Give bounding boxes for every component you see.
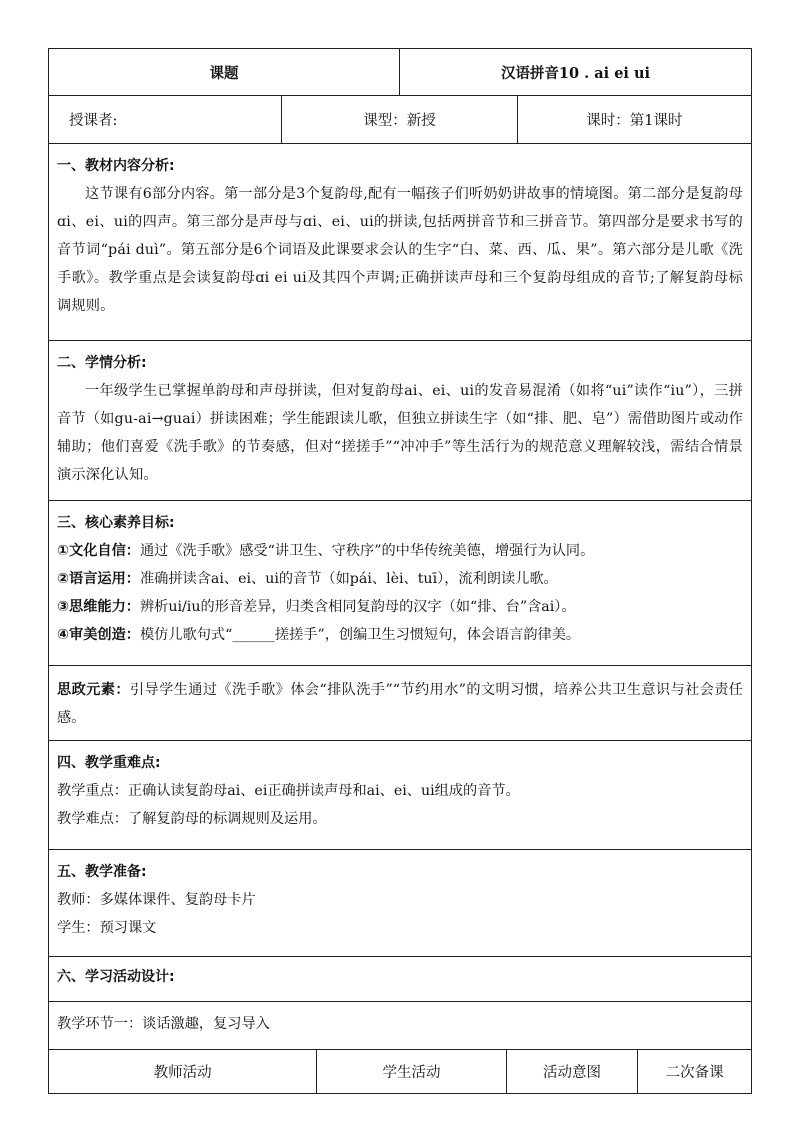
goal-text: 模仿儿歌句式“______搓搓手”，创编卫生习惯短句，体会语言韵律美。 [139,627,581,643]
step-text: 教学环节一：谈话激趣，复习导入 [57,1016,270,1032]
goal-item [57,593,743,621]
section-heading: 二、学情分析: [57,355,147,371]
activity-header-row [48,1050,752,1094]
goal-text: 通过《洗手歌》感受“讲卫生、守秩序”的中华传统美德，增强行为认同。 [139,543,595,559]
col-second-prep: 二次备课 [637,1050,751,1093]
goal-item [57,621,743,649]
section-heading: 六、学习活动设计: [57,969,175,985]
title-label: 课题 [209,64,239,82]
section-heading: 三、核心素养目标: [57,515,175,531]
title-value: 汉语拼音10 . ai ei ui [399,49,751,95]
teacher-field: 授课者: [69,113,118,129]
section-heading: 五、教学准备: [57,864,147,880]
lesson-plan-table [48,48,752,1094]
section-preparation [48,850,752,957]
goal-text: 辨析ui/iu的形音差异，归类含相同复韵母的汉字（如“排、台”含ai）。 [139,599,576,615]
section-activity-design [48,957,752,1002]
section-text: 一年级学生已掌握单韵母和声母拼读，但对复韵母ai、ei、ui的发音易混淆（如将“ui”读作“iu”），三拼音节（如gu-ai→guai）拼读困难；学生能跟读儿歌，但独立拼读生字（如“排、肥、皂”）需借助图片或动作辅助；他们喜爱《洗手歌》的节奏感，但对“搓搓手”“冲冲手”等生活行为的规范意义理解较浅，需结合情景演示深化认知。 [57,383,743,483]
section-heading: 四、教学重难点: [57,755,161,771]
section-core-goals [48,501,752,666]
title-row [48,48,752,96]
key-point: 教学重点：正确认读复韵母ai、ei正确拼读声母和ai、ei、ui组成的音节。 [57,783,520,799]
section-ideological [48,666,752,741]
goal-text: 准确拼读含ai、ei、ui的音节（如pái、lèi、tuī），流利朗读儿歌。 [139,571,558,587]
ideological-label: 思政元素： [57,682,130,698]
teaching-step-1 [48,1002,752,1050]
goal-label: ③思维能力： [57,599,140,615]
lesson-type-field: 课型：新授 [281,96,516,143]
goal-item [57,565,743,593]
info-row [48,96,752,144]
period-field: 课时：第1课时 [517,96,751,143]
goal-label: ②语言运用： [57,571,140,587]
col-teacher-activity: 教师活动 [153,1065,212,1081]
section-key-difficult [48,741,752,850]
difficult-point: 教学难点：了解复韵母的标调规则及运用。 [57,811,327,827]
col-student-activity: 学生活动 [316,1050,505,1093]
section-learner-analysis [48,341,752,501]
goal-label: ①文化自信： [57,543,140,559]
goal-label: ④审美创造： [57,627,140,643]
col-activity-intent: 活动意图 [506,1050,638,1093]
ideological-text: 思政元素：引导学生通过《洗手歌》体会“排队洗手”“节约用水”的文明习惯，培养公共卫生意识与社会责任感。 [57,682,743,726]
student-prep: 学生：预习课文 [57,920,157,936]
goal-item [57,537,743,565]
section-heading: 一、教材内容分析: [57,158,175,174]
teacher-prep: 教师：多媒体课件、复韵母卡片 [57,892,256,908]
section-textbook-analysis [48,144,752,341]
section-text: 这节课有6部分内容。第一部分是3个复韵母,配有一幅孩子们听奶奶讲故事的情境图。第二部分是复韵母ɑi、ei、ui的四声。第三部分是声母与ɑi、ei、ui的拼读,包括两拼音节和三拼音节。第四部分是要求书写的音节词“pái duì”。第五部分是6个词语及此课要求会认的生字“白、菜、西、瓜、果”。第六部分是儿歌《洗手歌》。教学重点是会读复韵母ɑi ei ui及其四个声调;正确拼读声母和三个复韵母组成的音节;了解复韵母标调规则。 [57,186,743,314]
